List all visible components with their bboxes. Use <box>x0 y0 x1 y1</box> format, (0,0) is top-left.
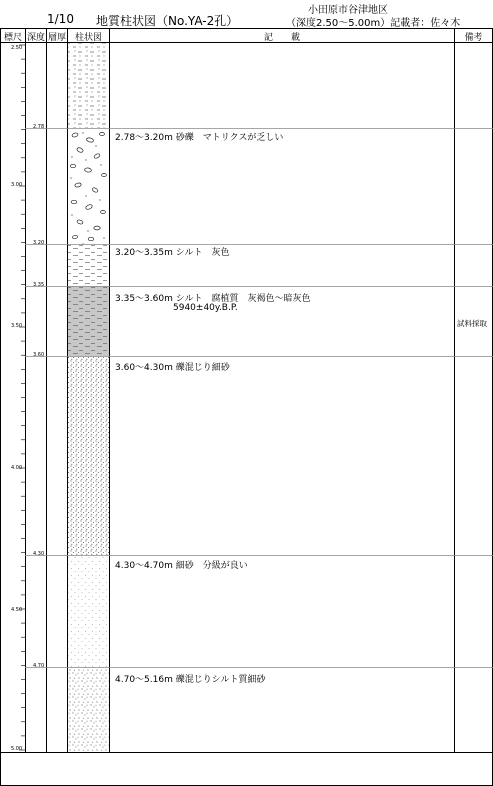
column-layer-gravel <box>68 128 109 245</box>
layer-description: 3.60～4.30m 礫混じり細砂 <box>115 363 230 373</box>
page-title: 地質柱状図（No.YA-2孔） <box>96 14 239 28</box>
scale-label-5-00: 5.00 <box>11 746 23 752</box>
depth-label-4-30: 4.30 <box>33 551 45 557</box>
column-layer-dense-sand <box>68 356 109 555</box>
header-description: 記 載 <box>263 33 300 43</box>
scale-label-3-00: 3.00 <box>11 182 23 188</box>
column-layer-gravelly-sand <box>68 667 109 752</box>
depth-label-3-20: 3.20 <box>33 240 45 246</box>
depth-label-3-60: 3.60 <box>33 352 45 358</box>
column-layer-silt-gray <box>68 286 109 356</box>
header-remarks: 備考 <box>464 33 483 43</box>
depth-label-2-78: 2.78 <box>33 124 45 130</box>
range-author-label: （深度2.50～5.00m）記載者：佐々木 <box>286 18 461 29</box>
header-depth: 深度 <box>26 33 45 43</box>
scale-label-4-00: 4.00 <box>11 465 23 471</box>
column-layer-fine-sand <box>68 555 109 667</box>
scale-label-3-50: 3.50 <box>11 323 23 329</box>
header-column: 柱状図 <box>74 33 102 43</box>
layer-description: 3.35～3.60m シルト 腐植質 灰褐色～暗灰色 <box>115 294 311 304</box>
radiocarbon-date: 5940±40y.B.P. <box>173 303 238 313</box>
scale-label: 1/10 <box>47 12 74 26</box>
depth-label-4-70: 4.70 <box>33 663 45 669</box>
layer-description: 4.70～5.16m 礫混じりシルト質細砂 <box>115 675 266 685</box>
header-layer: 層厚 <box>47 33 66 43</box>
layer-description: 2.78～3.20m 砂礫 マトリクスが乏しい <box>115 133 284 143</box>
remark-sampling: 試料採取 <box>457 319 487 328</box>
scale-label-2-50: 2.50 <box>11 45 23 51</box>
layer-description: 3.20～3.35m シルト 灰色 <box>115 248 230 258</box>
column-layer-silt <box>68 244 109 286</box>
location-label: 小田原市谷津地区 <box>308 5 388 16</box>
header-elevation: 標尺 <box>3 33 22 43</box>
column-layer-top <box>68 43 109 128</box>
scale-label-4-50: 4.50 <box>11 607 23 613</box>
layer-description: 4.30～4.70m 細砂 分級が良い <box>115 561 248 571</box>
depth-label-3-35: 3.35 <box>33 282 45 288</box>
